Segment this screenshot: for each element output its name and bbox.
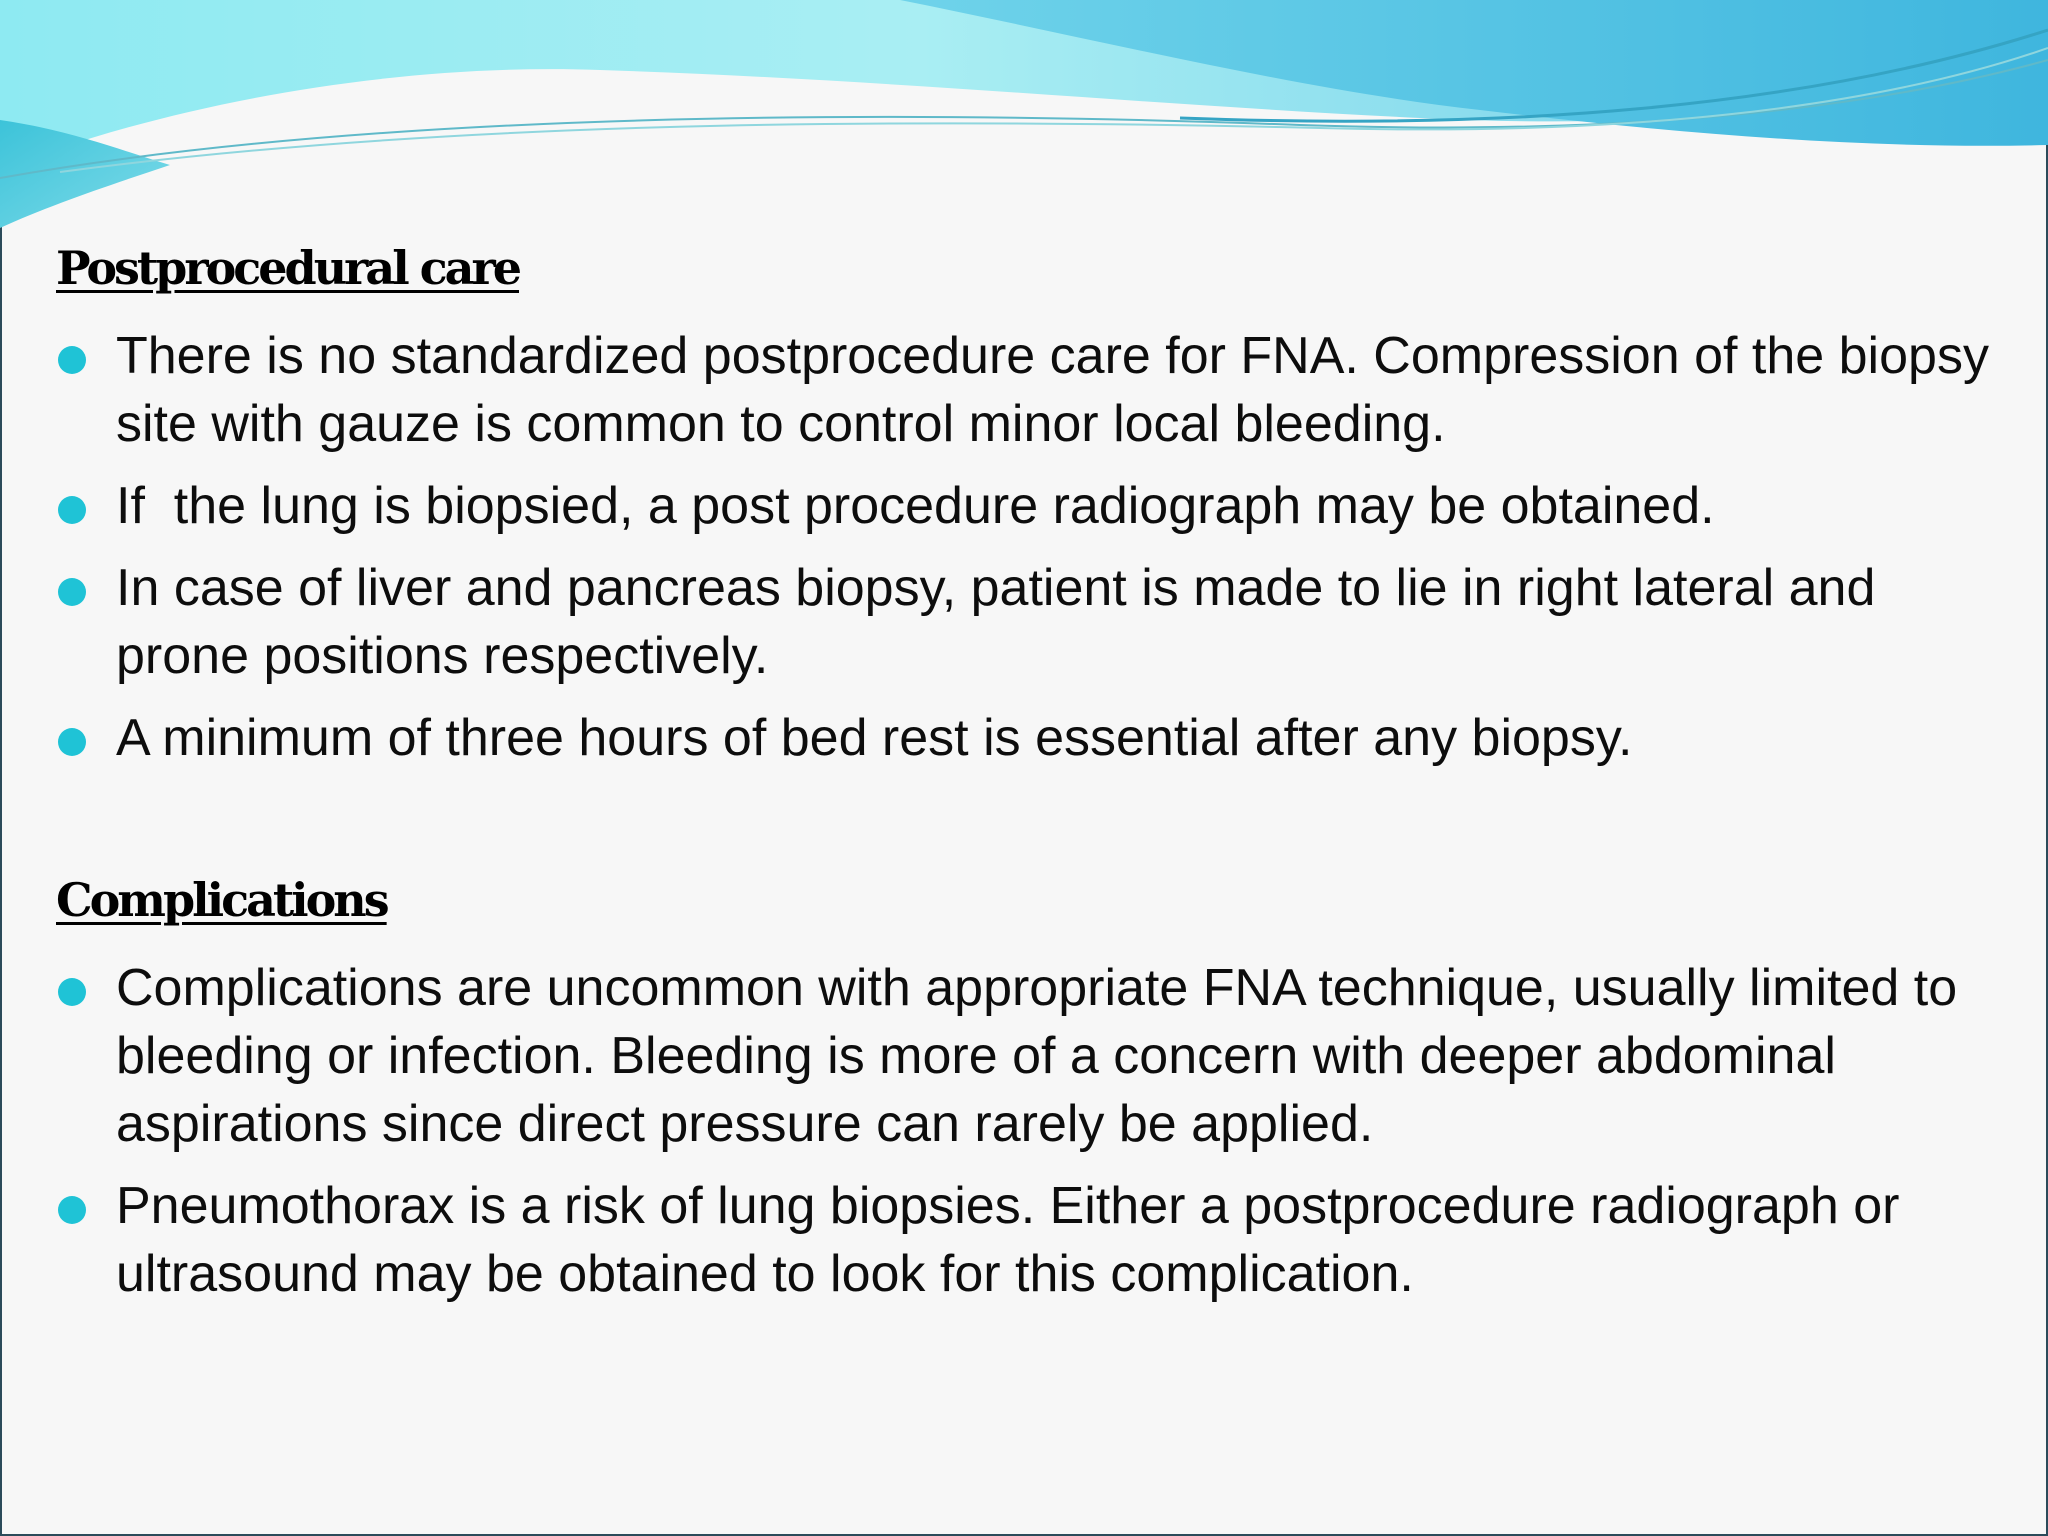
bullet-text: Complications are uncommon with appropriate FNA technique, usually limited to bleeding or infection. Bleeding is more of a concern with deeper abdominal aspirations since direct pressure can rarely be applied.	[116, 959, 1958, 1153]
list-item	[56, 472, 2006, 540]
bullet-dot-icon	[58, 978, 86, 1006]
list-item	[56, 554, 2006, 690]
bullet-dot-icon	[58, 728, 86, 756]
bullet-text: A minimum of three hours of bed rest is essential after any biopsy.	[116, 709, 1633, 767]
heading-postprocedural-care: Postprocedural care	[56, 241, 519, 295]
bullet-text: Pneumothorax is a risk of lung biopsies. Either a postprocedure radiograph or ultrasound may be obtained to look for this complication.	[116, 1177, 1900, 1303]
list-item	[56, 322, 2006, 458]
bullet-dot-icon	[58, 578, 86, 606]
header-wave-decoration	[0, 0, 2048, 240]
bullet-dot-icon	[58, 1196, 86, 1224]
complications-list	[56, 954, 2006, 1322]
postprocedural-care-list	[56, 322, 2006, 786]
heading-complications: Complications	[56, 873, 387, 927]
list-item	[56, 704, 2006, 772]
bullet-dot-icon	[58, 346, 86, 374]
bullet-text: There is no standardized postprocedure care for FNA. Compression of the biopsy site with gauze is common to control minor local bleeding.	[116, 327, 1989, 453]
list-item	[56, 1172, 2006, 1308]
bullet-dot-icon	[58, 496, 86, 524]
bullet-text: In case of liver and pancreas biopsy, patient is made to lie in right lateral and prone positions respectively.	[116, 559, 1876, 685]
list-item	[56, 954, 2006, 1158]
bullet-text: If the lung is biopsied, a post procedure radiograph may be obtained.	[116, 477, 1715, 535]
